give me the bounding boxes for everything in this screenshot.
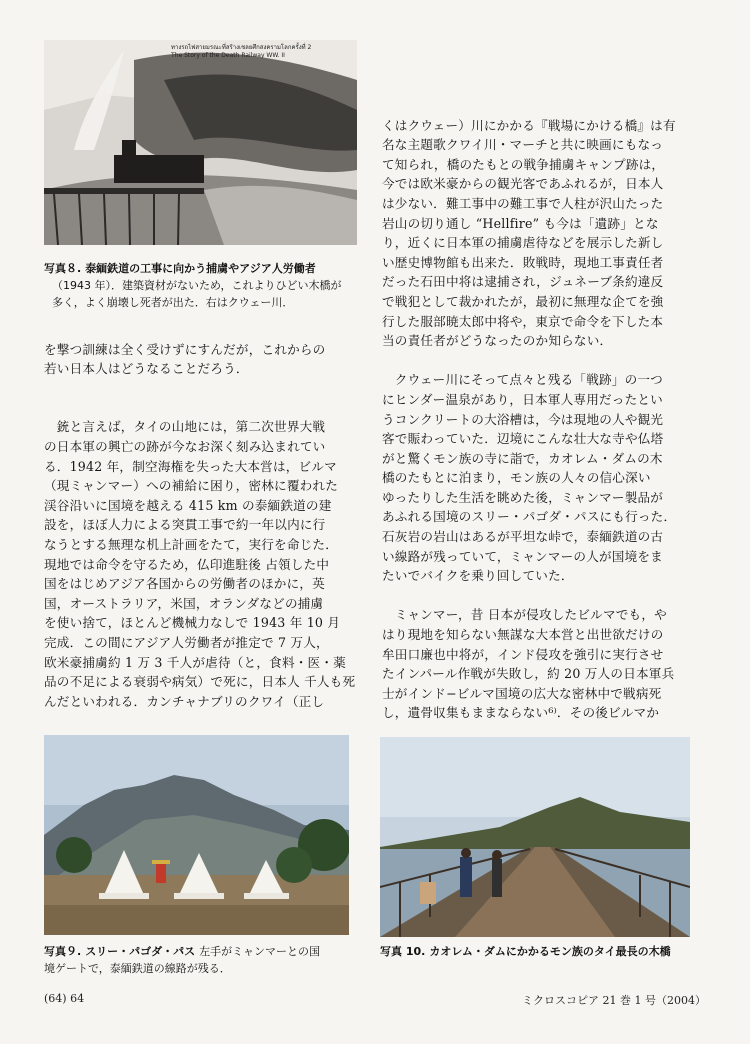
photo-10-image bbox=[380, 737, 690, 937]
right-column-paragraph-2: クウェー川にそって点々と残る「戦跡」の一つ にヒンダー温泉があり，日本軍人専用だったとい うコンクリートの大浴槽は，今は現地の人や観光 客で賑わっていた．辺境にこんな壮大な寺や仏塔 がと驚くモン族の寺に詣で，カオレム・ダムの木 橋のたもとに泊まり，モン族の人々の信心深い ゆったりした生活を眺めた後，ミャンマー製品が あふれる国境のスリー・パゴダ・パスにも行った． 石灰岩の岩山はあるが平坦な峠で，泰緬鉄道の古 い線路が残っていて，ミャンマーの人が国境をま たいでバイクを乗り回していた． bbox=[382, 372, 677, 584]
photo-10-caption bbox=[380, 943, 700, 960]
left-column-paragraph-2: 銃と言えば，タイの山地には，第二次世界大戦 の日本軍の興亡の跡が今なお深く刻み込まれてい る．1942 年，制空海権を失った大本営は，ビルマ （現ミャンマー）への補給に困り，密林に覆われた 渓谷沿いに国境を越える 415 km の泰緬鉄道の建 設を，ほぼ人力による突貫工事で約一年以内に行 なうとする無理な机上計画をたて，実行を命じた． 現地では命令を守るため，仏印進駐後 占領した中 国をはじめアジア各国からの労働者のほかに，英 国，オーストラリア，米国，オランダなどの捕虜 を使い捨て，ほとんど機械力なしで 1943 年 10 月 完成．この間にアジア人労働者が推定で 7 万人， 欧米豪捕虜約 1 万 3 千人が虐待（と，食料・医・薬 品の不足による衰弱や病気）で死に，日本人 千人も死 んだといわれる．カンチャナブリのクワイ（正し bbox=[44, 419, 356, 709]
right-column-paragraph-1: くはクウェー）川にかかる『戦場にかける橋』は有 名な主題歌クワイ川・マーチと共に映画にもなっ て知られ，橋のたもとの戦争捕虜キャンプ跡は， 今では欧米豪からの観光客であふれるが，日本人 は少ない．難工事中の難工事で人柱が沢山たった 岩山の切り通し “Hellfire” も今は「遺跡」とな り，近くに日本軍の捕虜虐待などを展示した新し い歴史博物館も出来た．敗戦時，現地工事責任者 だった石田中将は逮捕され，ジュネーブ条約違反 で戦犯として裁かれたが，最初に無理な企てを強 行した服部暁太郎中将や，東京で命令を下した本 当の責任者がどうなったのか知らない． bbox=[382, 117, 676, 349]
right-column bbox=[382, 96, 712, 743]
photo-9-caption-title: スリー・パゴダ・パス bbox=[85, 945, 196, 958]
photo-8 bbox=[44, 40, 357, 245]
photo-9-caption-label: 写真９. bbox=[44, 945, 82, 958]
photo-9-caption-body: 左手がミャンマーとの国 境ゲートで，泰緬鉄道の線路が残る． bbox=[44, 945, 320, 975]
journal-citation: ミクロスコピア 21 巻 1 号（2004） bbox=[522, 994, 706, 1007]
photo-8-caption-title: 泰緬鉄道の工事に向かう捕虜やアジア人労働者 bbox=[85, 262, 316, 275]
left-column-paragraph-1: を撃つ訓練は全く受けずにすんだが，これからの 若い日本人はどうなることだろう． bbox=[44, 341, 326, 377]
photo-9-image bbox=[44, 735, 349, 935]
right-column-paragraph-3: ミャンマー，昔 日本が侵攻したビルマでも，や はり現地を知らない無謀な大本営と出世欲だけの 牟田口廉也中将が，インド侵攻を強引に実行させ たインパール作戦が失敗し，約 20 万人の日本軍兵 士がインド−ビルマ国境の広大な密林中で戦病死 し，遺骨収集もままならない⁶⁾．その後ビルマか bbox=[382, 607, 675, 721]
photo-8-inset-caption: ทางรถไฟสายมรณะที่สร้างเชลยศึกสงครามโลกครั้งที่ 2 The Story of the Death Railway WW. II bbox=[171, 44, 312, 59]
photo-9-caption bbox=[44, 943, 354, 977]
photo-8-caption bbox=[44, 260, 374, 311]
photo-10 bbox=[380, 737, 690, 937]
photo-10-caption-label: 写真 10. bbox=[380, 945, 426, 958]
left-column bbox=[44, 320, 364, 731]
photo-9 bbox=[44, 735, 349, 935]
photo-8-caption-label: 写真８. bbox=[44, 262, 82, 275]
photo-8-image bbox=[44, 40, 357, 245]
photo-8-caption-body: （1943 年）．建築資材がないため，これよりひどい木橋が 多く，よく崩壊し死者が出た．右はクウェー川． bbox=[52, 279, 342, 309]
photo-10-caption-title: カオレム・ダムにかかるモン族のタイ最長の木橋 bbox=[429, 945, 671, 958]
page-number: (64) 64 bbox=[44, 992, 85, 1005]
